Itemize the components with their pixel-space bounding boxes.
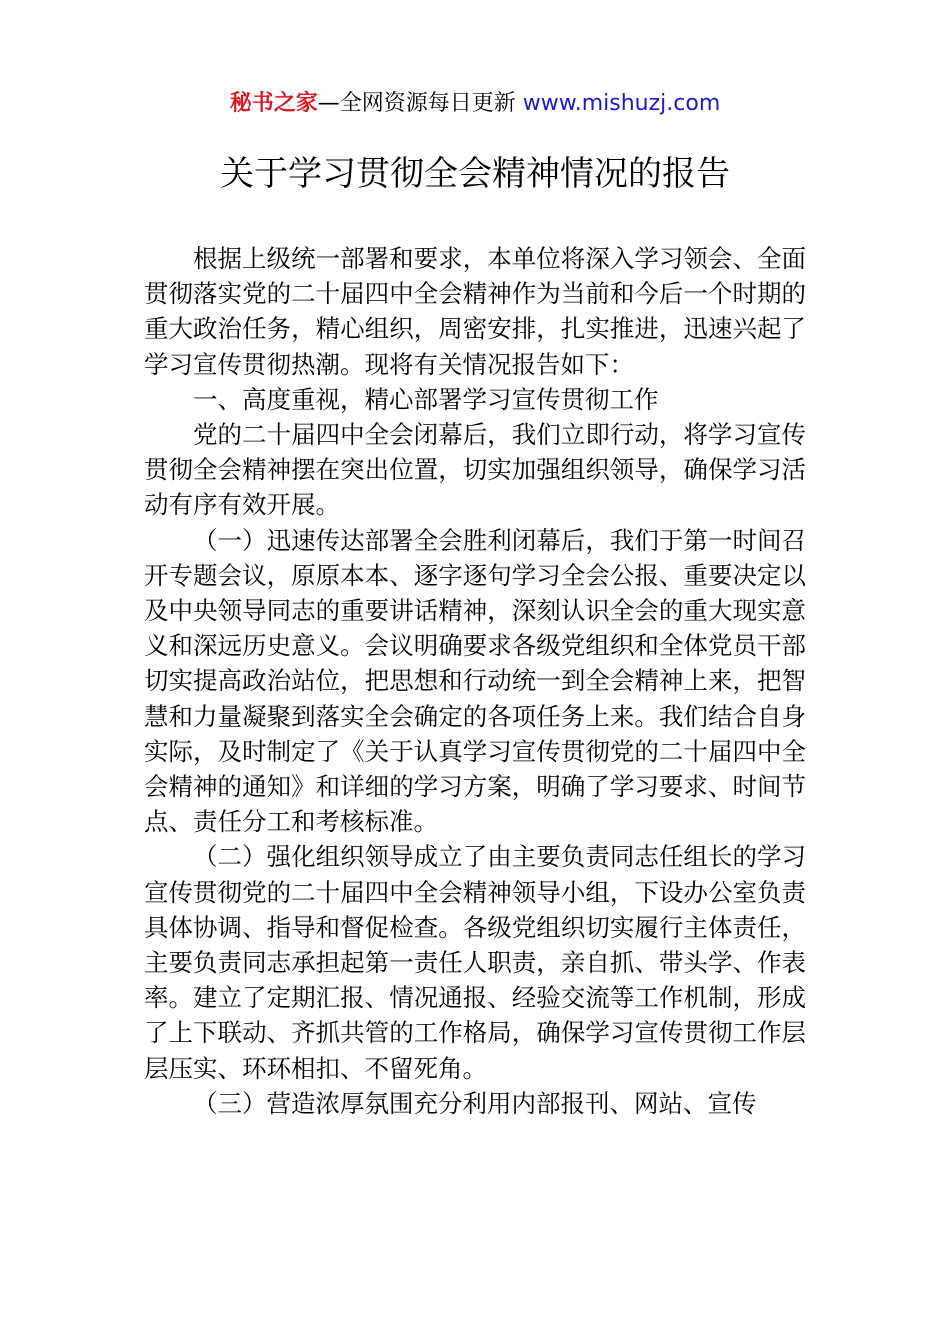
site-header xyxy=(0,88,950,120)
section-heading-1: 一、高度重视，精心部署学习宣传贯彻工作 xyxy=(193,384,659,414)
paragraph-subsection-1: （一）迅速传达部署全会胜利闭幕后，我们于第一时间召开专题会议，原原本本、逐字逐句学习全会公报、重要决定以及中央领导同志的重要讲话精神，深刻认识全会的重大现实意义和深远历史意义。会议明确要求各级党组织和全体党员干部切实提高政治站位，把思想和行动统一到全会精神上来，把智慧和力量凝聚到落实全会确定的各项任务上来。我们结合自身实际，及时制定了《关于认真学习宣传贯彻党的二十届四中全会精神的通知》和详细的学习方案，明确了学习要求、时间节点、责任分工和考核标准。 xyxy=(144,525,806,837)
header-tagline: —全网资源每日更新 xyxy=(317,91,523,116)
brand-name: 秘书之家 xyxy=(229,91,318,116)
paragraph-section-1-intro: 党的二十届四中全会闭幕后，我们立即行动，将学习宣传贯彻全会精神摆在突出位置，切实加强组织领导，确保学习活动有序有效开展。 xyxy=(144,420,806,520)
paragraph-subsection-2: （二）强化组织领导成立了由主要负责同志任组长的学习宣传贯彻党的二十届四中全会精神领导小组，下设办公室负责具体协调、指导和督促检查。各级党组织切实履行主体责任，主要负责同志承担起第一责任人职责，亲自抓、带头学、作表率。建立了定期汇报、情况通报、经验交流等工作机制，形成了上下联动、齐抓共管的工作格局，确保学习宣传贯彻工作层层压实、环环相扣、不留死角。 xyxy=(144,842,806,1083)
site-url-link[interactable]: www.mishuzj.com xyxy=(522,91,721,116)
paragraph-intro: 根据上级统一部署和要求，本单位将深入学习领会、全面贯彻落实党的二十届四中全会精神作为当前和今后一个时期的重大政治任务，精心组织，周密安排，扎实推进，迅速兴起了学习宣传贯彻热潮。现将有关情况报告如下： xyxy=(144,244,806,379)
document-title: 关于学习贯彻全会精神情况的报告 xyxy=(220,154,730,194)
paragraph-subsection-3: （三）营造浓厚氛围充分利用内部报刊、网站、宣传 xyxy=(193,1088,757,1118)
document-body xyxy=(144,241,806,1121)
